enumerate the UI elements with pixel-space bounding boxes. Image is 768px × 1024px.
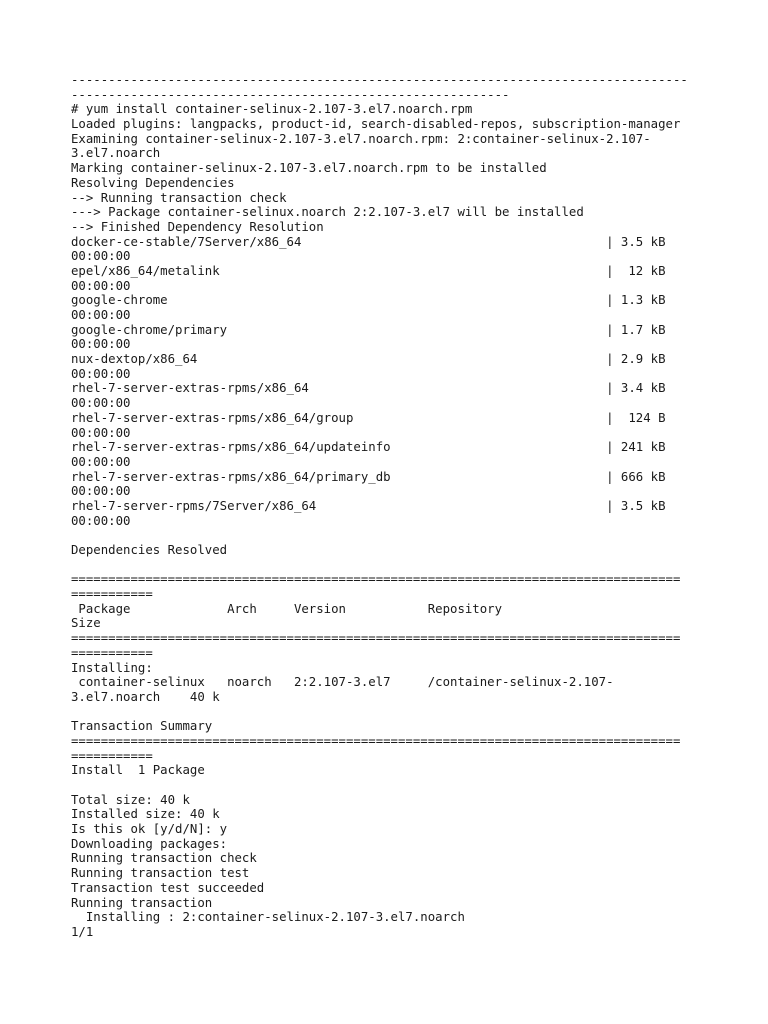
terminal-line: 00:00:00 — [71, 425, 131, 440]
terminal-line: 00:00:00 — [71, 308, 131, 322]
terminal-line: Installing: — [71, 660, 153, 675]
terminal-line: Total size: 40 k — [71, 792, 190, 807]
terminal-line: ================================================================================== — [71, 733, 681, 748]
terminal-line — [71, 778, 731, 793]
terminal-line: google-chrome/primary | 1.7 kB — [71, 322, 666, 337]
terminal-line: =========== — [71, 645, 153, 660]
terminal-line: 00:00:00 — [71, 366, 131, 381]
terminal-line: Marking container-selinux-2.107-3.el7.noarch.rpm to be installed — [71, 161, 547, 176]
terminal-line: rhel-7-server-extras-rpms/x86_64 | 3.4 kB — [71, 381, 666, 396]
terminal-line: 00:00:00 — [71, 337, 131, 352]
terminal-line: 00:00:00 — [71, 396, 131, 411]
terminal-line: Downloading packages: — [71, 836, 228, 851]
terminal-line: Installed size: 40 k — [71, 807, 220, 822]
terminal-line — [71, 558, 731, 573]
terminal-line: epel/x86_64/metalink | 12 kB — [71, 263, 666, 278]
terminal-line: Examining container-selinux-2.107-3.el7.noarch.rpm: 2:container-selinux-2.107- — [71, 131, 651, 146]
terminal-line: =========== — [71, 748, 153, 763]
terminal-line: ================================================================================== — [71, 631, 681, 646]
terminal-line: 00:00:00 — [71, 484, 131, 499]
terminal-line: docker-ce-stable/7Server/x86_64 | 3.5 kB — [71, 234, 666, 249]
terminal-line: Running transaction — [71, 895, 213, 910]
terminal-line: 3.el7.noarch 40 k — [71, 689, 220, 704]
terminal-output — [71, 73, 731, 940]
terminal-line: # yum install container-selinux-2.107-3.el7.noarch.rpm — [71, 102, 473, 117]
terminal-line: 00:00:00 — [71, 249, 131, 264]
terminal-line: Running transaction check — [71, 851, 257, 866]
terminal-line: --> Running transaction check — [71, 190, 287, 205]
terminal-line: google-chrome | 1.3 kB — [71, 293, 666, 308]
terminal-line: container-selinux noarch 2:2.107-3.el7 /container-selinux-2.107- — [71, 675, 614, 690]
terminal-line: 3.el7.noarch — [71, 146, 161, 161]
terminal-line: Installing : 2:container-selinux-2.107-3.el7.noarch — [71, 910, 465, 925]
terminal-line: ----------------------------------------------------------------------------------- — [71, 73, 688, 87]
terminal-line: nux-dextop/x86_64 | 2.9 kB — [71, 352, 666, 367]
terminal-line: Transaction test succeeded — [71, 880, 265, 895]
terminal-line — [71, 528, 731, 543]
terminal-line: 1/1 — [71, 924, 94, 939]
terminal-line: Resolving Dependencies — [71, 175, 235, 190]
terminal-line: Is this ok [y/d/N]: y — [71, 822, 228, 837]
terminal-line: --> Finished Dependency Resolution — [71, 219, 324, 234]
terminal-line: 00:00:00 — [71, 454, 131, 469]
terminal-line: Loaded plugins: langpacks, product-id, search-disabled-repos, subscription-manager — [71, 117, 681, 132]
terminal-line: Transaction Summary — [71, 719, 213, 734]
terminal-line: =========== — [71, 587, 153, 602]
terminal-line: 00:00:00 — [71, 513, 131, 528]
terminal-line: Running transaction test — [71, 866, 250, 881]
terminal-line — [71, 705, 731, 720]
terminal-line: Size — [71, 616, 101, 631]
terminal-line: rhel-7-server-rpms/7Server/x86_64 | 3.5 kB — [71, 498, 666, 513]
terminal-line: Dependencies Resolved — [71, 543, 228, 557]
terminal-line: 00:00:00 — [71, 278, 131, 293]
terminal-line: ----------------------------------------------------------- — [71, 87, 510, 102]
terminal-line: rhel-7-server-extras-rpms/x86_64/updateinfo | 241 kB — [71, 440, 666, 455]
terminal-line: ================================================================================== — [71, 572, 681, 587]
terminal-line: Package Arch Version Repository — [71, 601, 503, 616]
terminal-line: rhel-7-server-extras-rpms/x86_64/primary_db | 666 kB — [71, 469, 666, 484]
terminal-line: rhel-7-server-extras-rpms/x86_64/group | 124 B — [71, 410, 666, 425]
terminal-line: Install 1 Package — [71, 763, 205, 778]
terminal-line: ---> Package container-selinux.noarch 2:2.107-3.el7 will be installed — [71, 205, 584, 220]
